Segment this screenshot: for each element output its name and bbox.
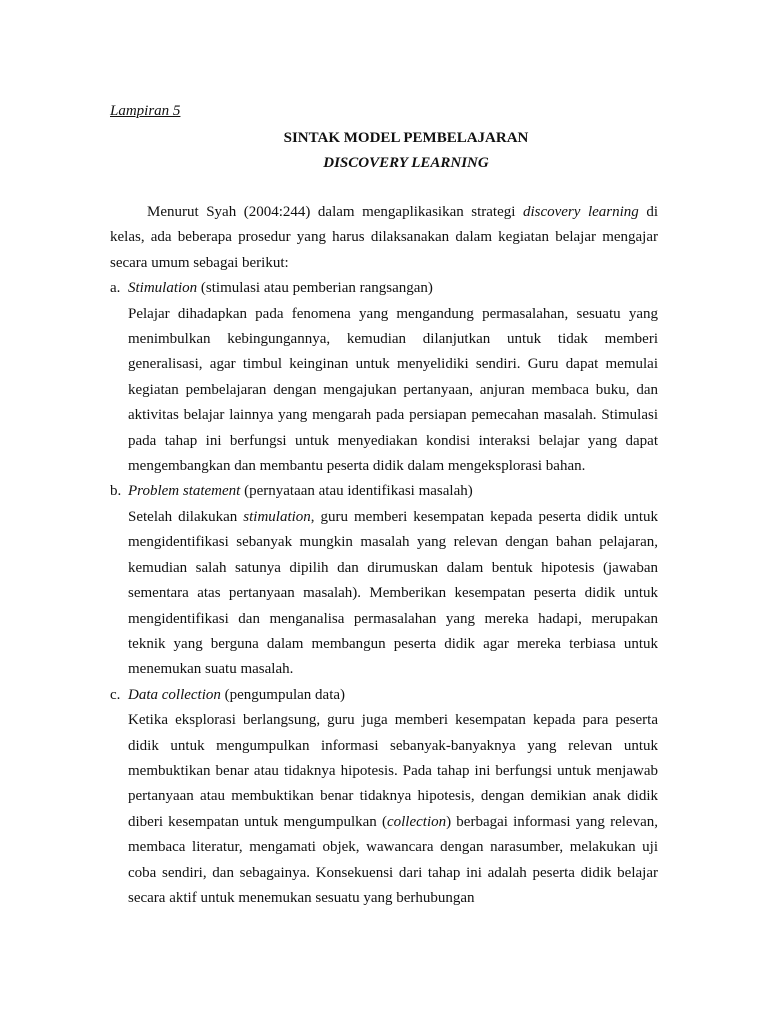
list-item-heading (110, 683, 658, 708)
intro-paragraph (110, 200, 658, 276)
appendix-label: Lampiran 5 (110, 103, 181, 119)
body-text-italic: stimulation (243, 508, 311, 525)
list-item-term: Data collection (128, 686, 221, 703)
list-item-heading (110, 479, 658, 504)
list-item-letter: c. (110, 686, 121, 703)
body-text-pre: Ketika eksplorasi berlangsung, guru juga memberi kesempatan kepada para peserta didik untuk mengumpulkan informasi sebanyak-banyaknya yang relevan untuk membuktikan benar atau tidaknya hipotesis. Pada tahap ini berfungsi untuk menjawab pertanyaan atau membuktikan benar tidaknya hipotesis, dengan demikian anak didik diberi kesempatan untuk mengumpulkan ( (128, 712, 658, 830)
document-body (110, 200, 658, 911)
list-item-gloss: (pernyataan atau identifikasi masalah) (240, 483, 473, 500)
list-item-letter: b. (110, 483, 122, 500)
intro-italic-term: discovery learning (522, 204, 639, 220)
body-text-post: ) berbagai informasi yang relevan, membaca literatur, mengamati objek, wawancara dengan narasumber, melakukan uji coba sendiri, dan sebagainya. Konsekuensi dari tahap ini adalah peserta didik belajar secara aktif untuk menemukan sesuatu yang berhubungan (128, 813, 658, 906)
list-item-data-collection (110, 683, 658, 912)
list-item-letter: a. (110, 280, 121, 297)
list-item-term: Problem statement (128, 483, 241, 500)
document-subtitle: DISCOVERY LEARNING (323, 155, 489, 171)
body-text-pre: Setelah dilakukan (128, 508, 244, 525)
list-item-problem-statement (110, 479, 658, 682)
document-title: SINTAK MODEL PEMBELAJARAN (283, 130, 529, 146)
list-item-body: Pelajar dihadapkan pada fenomena yang mengandung permasalahan, sesuatu yang menimbulkan kebingungannya, kemudian dilanjutkan untuk tidak memberi generalisasi, agar timbul keinginan untuk menyelidiki sendiri. Guru dapat memulai kegiatan pembelajaran dengan mengajukan pertanyaan, anjuran membaca buku, dan aktivitas belajar lainnya yang mengarah pada persiapan pemecahan masalah. Stimulasi pada tahap ini berfungsi untuk menyediakan kondisi interaksi belajar yang dapat mengembangkan dan membantu peserta didik dalam mengeksplorasi bahan. (128, 305, 658, 475)
intro-text-2: di kelas, ada beberapa prosedur yang harus dilaksanakan dalam kegiatan belajar mengajar secara umum sebagai berikut: (110, 204, 658, 271)
body-text-italic: collection (386, 813, 447, 830)
intro-text-1: Menurut Syah (2004:244) dalam mengaplikasikan strategi (147, 204, 523, 220)
list-item-heading (110, 276, 658, 301)
list-item-stimulation (110, 276, 658, 479)
list-item-gloss: (pengumpulan data) (220, 686, 346, 703)
list-item-body (110, 708, 658, 911)
list-item-gloss: (stimulasi atau pemberian rangsangan) (197, 280, 433, 297)
list-item-body (110, 505, 658, 683)
list-item-term: Stimulation (128, 280, 198, 297)
body-text-post: , guru memberi kesempatan kepada peserta didik untuk mengidentifikasi sebanyak mungkin masalah yang relevan dengan bahan pelajaran, kemudian salah satunya dipilih dan dirumuskan dalam bentuk hipotesis (jawaban sementara atas pertanyaan masalah). Memberikan kesempatan peserta didik untuk mengidentifikasi dan menganalisa permasalahan yang mereka hadapi, merupakan teknik yang berguna dalam membangun peserta didik agar mereka terbiasa untuk menemukan suatu masalah. (128, 508, 658, 678)
